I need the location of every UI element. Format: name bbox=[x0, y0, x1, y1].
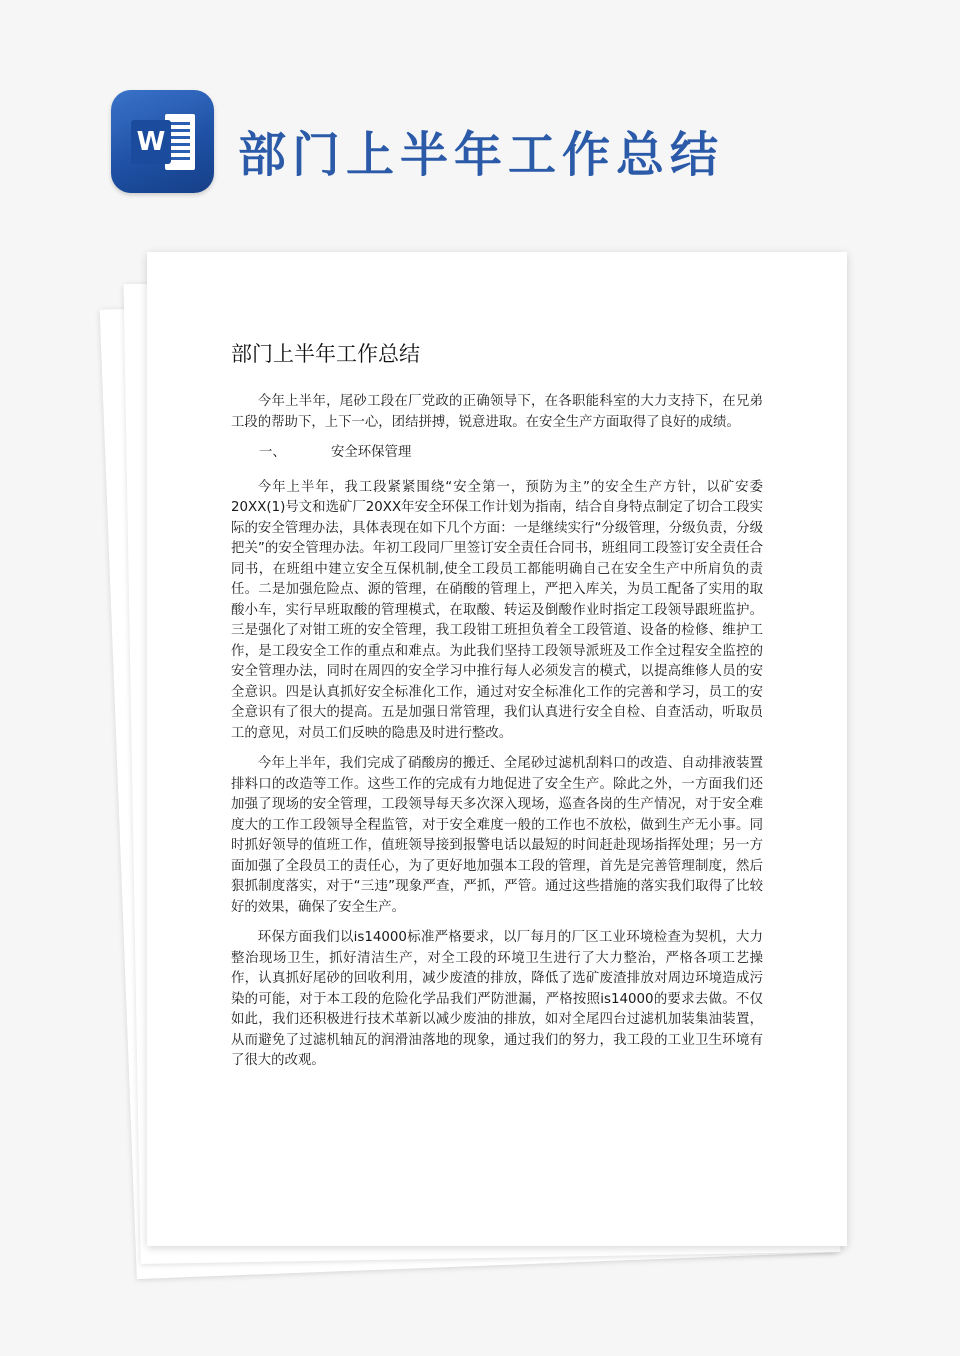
paragraph-environment: 环保方面我们以is14000标准严格要求，以厂每月的厂区工业环境检查为契机，大力整治现场卫生，抓好清洁生产，对全工段的环境卫生进行了大力整治，严格各项工艺操作，认真抓好尾砂的回收利用，减少废渣的排放，降低了选矿废渣排放对周边环境造成污染的可能，对于本工段的危险化学品我们严防泄漏，严格按照is14000的要求去做。不仅如此，我们还积极进行技术革新以减少废油的排放，如对全尾四台过滤机加装集油装置，从而避免了过滤机轴瓦的润滑油落地的现象，通过我们的努力，我工段的工业卫生环境有了很大的改观。 bbox=[231, 930, 763, 1068]
word-document-icon bbox=[111, 90, 214, 193]
document-body bbox=[231, 392, 763, 1082]
section-number: 一、 bbox=[259, 445, 286, 460]
paragraph-safety: 今年上半年，我工段紧紧围绕“安全第一，预防为主”的安全生产方针，以矿安委20XX(1)号文和选矿厂20XX年安全环保工作计划为指南，结合自身特点制定了切合工段实际的安全管理办法，具体表现在如下几个方面：一是继续实行“分级管理，分级负责，分级把关”的安全管理办法。年初工段同厂里签订安全责任合同书，班组同工段签订安全责任合同书，在班组中建立安全互保机制,使全工段员工都能明确自己在安全生产中所肩负的责任。二是加强危险点、源的管理，在硝酸的管理上，严把入库关，为员工配备了实用的取酸小车，实行早班取酸的管理模式，在取酸、转运及倒酸作业时指定工段领导跟班监护。三是强化了对钳工班的安全管理，我工段钳工班担负着全工段管道、设备的检修、维护工作，是工段安全工作的重点和难点。为此我们坚持工段领导派班及工作全过程安全监控的安全管理办法，同时在周四的安全学习中推行每人必须发言的模式，以提高维修人员的安全意识。四是认真抓好安全标准化工作，通过对安全标准化工作的完善和学习，员工的安全意识有了很大的提高。五是加强日常管理，我们认真进行安全自检、自查活动，听取员工的意见，对员工们反映的隐患及时进行整改。 bbox=[231, 479, 763, 741]
document-page bbox=[147, 252, 847, 1246]
word-letter-badge: W bbox=[131, 120, 171, 164]
document-title: 部门上半年工作总结 bbox=[231, 342, 420, 366]
banner-title: 部门上半年工作总结 bbox=[238, 127, 725, 183]
paragraph-measures: 今年上半年，我们完成了硝酸房的搬迁、全尾砂过滤机刮料口的改造、自动排液装置排料口的改造等工作。这些工作的完成有力地促进了安全生产。除此之外，一方面我们还加强了现场的安全管理，工段领导每天多次深入现场，巡查各岗的生产情况，对于安全难度大的工作工段领导全程监管，对于安全难度一般的工作也不放松，做到生产无小事。同时抓好领导的值班工作，值班领导接到报警电话以最短的时间赶赴现场指挥处理；另一方面加强了全段员工的责任心，为了更好地加强本工段的管理，首先是完善管理制度，然后狠抓制度落实，对于“三违”现象严查，严抓，严管。通过这些措施的落实我们取得了比较好的效果，确保了安全生产。 bbox=[231, 756, 763, 915]
page-header bbox=[0, 0, 960, 240]
section-label: 安全环保管理 bbox=[331, 445, 412, 460]
section-heading bbox=[231, 443, 763, 464]
paragraph-intro: 今年上半年，尾砂工段在厂党政的正确领导下，在各职能科室的大力支持下，在兄弟工段的帮助下，上下一心，团结拼搏，锐意进取。在安全生产方面取得了良好的成绩。 bbox=[231, 394, 763, 430]
